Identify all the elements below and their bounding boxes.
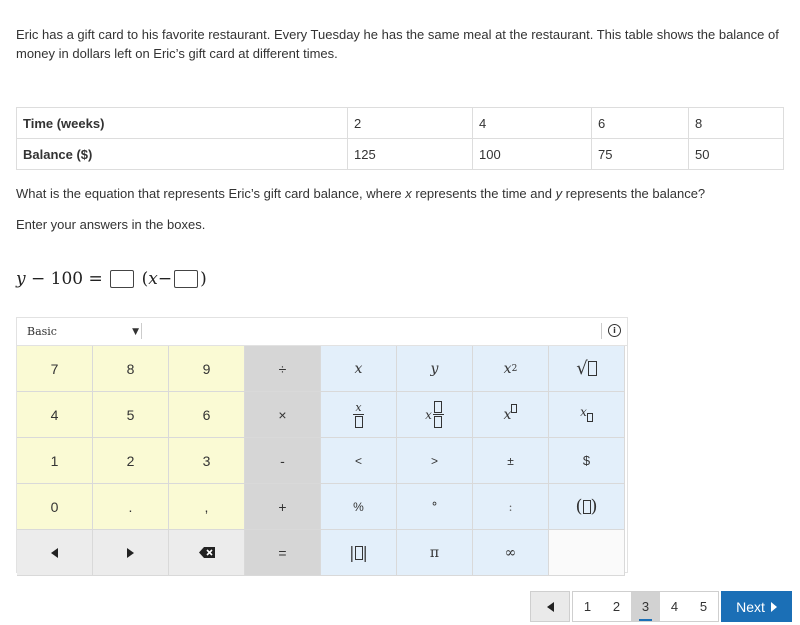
key-x-squared-exp: 2	[511, 363, 518, 374]
key-subscript[interactable]	[549, 392, 625, 438]
divider	[141, 323, 142, 339]
arrow-left-icon	[51, 548, 58, 558]
key-multiply[interactable]: ×	[245, 392, 321, 438]
key-absolute-value[interactable]	[321, 530, 397, 576]
key-7[interactable]: 7	[17, 346, 93, 392]
page-2-button[interactable]: 2	[612, 599, 621, 614]
key-backspace[interactable]	[169, 530, 245, 576]
key-exponent-base: x	[503, 406, 512, 423]
keypad-header	[17, 318, 627, 346]
question-text-part: represents the balance?	[562, 186, 706, 201]
equation-open-paren: (	[136, 269, 149, 289]
math-keypad	[16, 317, 628, 573]
equation-var-x: x	[148, 269, 158, 289]
key-percent[interactable]: %	[321, 484, 397, 530]
key-6[interactable]: 6	[169, 392, 245, 438]
answer-box-x-value[interactable]	[174, 270, 198, 288]
key-subscript-base: x	[580, 404, 587, 419]
key-mixed-label: x	[425, 407, 432, 422]
answer-equation	[16, 266, 207, 292]
table-cell: 50	[689, 139, 784, 170]
key-less-than[interactable]: <	[321, 438, 397, 484]
placeholder-box-icon	[355, 546, 363, 560]
backspace-icon	[199, 547, 215, 558]
key-8[interactable]: 8	[93, 346, 169, 392]
keypad-mode-label: Basic	[27, 325, 57, 338]
equation-close-paren: )	[200, 269, 207, 289]
key-mixed-number[interactable]	[397, 392, 473, 438]
key-x[interactable]	[321, 346, 397, 392]
key-4[interactable]: 4	[17, 392, 93, 438]
key-empty	[549, 530, 625, 576]
fraction-bar	[433, 414, 444, 415]
key-y-label: y	[430, 360, 439, 377]
key-cursor-left[interactable]	[17, 530, 93, 576]
answer-box-slope[interactable]	[110, 270, 134, 288]
fraction-icon	[433, 401, 444, 428]
keypad-mode-select[interactable]	[27, 318, 139, 345]
placeholder-box-icon	[587, 413, 593, 422]
equation-var-y: y	[16, 269, 26, 289]
placeholder-box-icon	[434, 401, 442, 413]
page-3-button[interactable]: 3	[631, 592, 660, 621]
info-icon[interactable]: i	[608, 324, 621, 337]
table-cell: 100	[473, 139, 592, 170]
row-header: Time (weeks)	[17, 108, 348, 139]
next-button-label: Next	[736, 598, 765, 615]
equation-lhs: − 100 =	[25, 269, 109, 289]
key-infinity[interactable]: ∞	[473, 530, 549, 576]
previous-button[interactable]	[530, 591, 570, 622]
question-text	[16, 185, 705, 202]
equation-minus: −	[157, 269, 173, 289]
arrow-right-icon	[127, 548, 134, 558]
table-row	[17, 139, 784, 170]
page-1-button[interactable]: 1	[583, 599, 592, 614]
key-paren-close: )	[590, 496, 598, 517]
key-parentheses[interactable]	[549, 484, 625, 530]
placeholder-box-icon	[588, 361, 597, 376]
page-4-button[interactable]: 4	[670, 599, 679, 614]
key-degree[interactable]: °	[397, 484, 473, 530]
page-5-button[interactable]: 5	[699, 599, 708, 614]
keypad-grid	[17, 346, 627, 576]
fraction-bar	[353, 414, 364, 415]
next-button[interactable]	[721, 591, 792, 622]
arrow-left-icon	[547, 602, 554, 612]
pagination	[530, 591, 792, 622]
table-cell: 8	[689, 108, 784, 139]
key-equals[interactable]: =	[245, 530, 321, 576]
key-fraction[interactable]	[321, 392, 397, 438]
key-2[interactable]: 2	[93, 438, 169, 484]
key-abs-left: |	[349, 543, 355, 562]
sqrt-icon: √	[576, 358, 588, 379]
key-x-squared[interactable]	[473, 346, 549, 392]
table-cell: 75	[592, 139, 689, 170]
table-row	[17, 108, 784, 139]
table-cell: 125	[348, 139, 473, 170]
key-minus[interactable]: -	[245, 438, 321, 484]
key-plus[interactable]: +	[245, 484, 321, 530]
data-table	[16, 107, 784, 170]
key-colon[interactable]: :	[473, 484, 549, 530]
key-dollar[interactable]: $	[549, 438, 625, 484]
key-exponent[interactable]	[473, 392, 549, 438]
key-comma[interactable]: ,	[169, 484, 245, 530]
question-prompt: Eric has a gift card to his favorite restaurant. Every Tuesday he has the same meal at the restaurant. This table shows the balance of money in dollars left on Eric’s gift card at different times.	[16, 27, 779, 61]
placeholder-box-icon	[355, 416, 363, 428]
placeholder-box-icon	[583, 500, 591, 514]
key-y[interactable]	[397, 346, 473, 392]
key-x-label: x	[354, 360, 363, 377]
instruction-text: Enter your answers in the boxes.	[16, 217, 206, 232]
key-plus-minus[interactable]: ±	[473, 438, 549, 484]
key-divide[interactable]: ÷	[245, 346, 321, 392]
table-cell: 4	[473, 108, 592, 139]
key-paren-open: (	[575, 496, 583, 517]
fraction-icon	[353, 402, 364, 428]
row-header: Balance ($)	[17, 139, 348, 170]
page-list	[572, 591, 719, 622]
placeholder-box-icon	[511, 404, 517, 413]
key-9[interactable]: 9	[169, 346, 245, 392]
divider	[601, 323, 602, 339]
key-decimal[interactable]: .	[93, 484, 169, 530]
table-cell: 2	[348, 108, 473, 139]
key-fraction-label: x	[355, 400, 362, 414]
caret-down-icon: ▼	[132, 326, 139, 337]
table-cell: 6	[592, 108, 689, 139]
key-x-squared-base: x	[503, 360, 512, 377]
arrow-right-icon	[771, 602, 777, 612]
key-1[interactable]: 1	[17, 438, 93, 484]
placeholder-box-icon	[434, 416, 442, 428]
key-pi[interactable]: π	[397, 530, 473, 576]
key-5[interactable]: 5	[93, 392, 169, 438]
question-var-x: x	[405, 186, 412, 201]
question-text-part: represents the time and	[411, 186, 556, 201]
key-0[interactable]: 0	[17, 484, 93, 530]
key-greater-than[interactable]: >	[397, 438, 473, 484]
key-abs-right: |	[362, 543, 368, 562]
key-square-root[interactable]	[549, 346, 625, 392]
question-var-y: y	[555, 186, 563, 201]
key-3[interactable]: 3	[169, 438, 245, 484]
question-text-part: What is the equation that represents Eric’s gift card balance, where	[16, 186, 406, 201]
key-cursor-right[interactable]	[93, 530, 169, 576]
